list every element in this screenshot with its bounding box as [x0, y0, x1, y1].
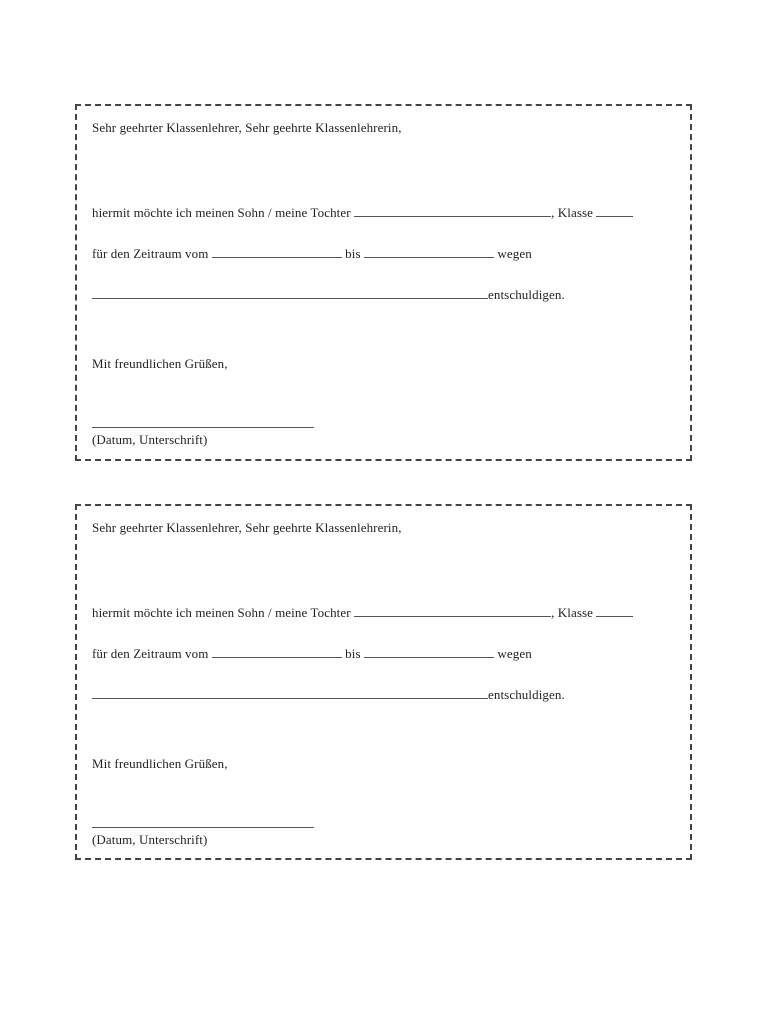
- date-from-blank[interactable]: [212, 646, 342, 658]
- reason-blank[interactable]: [92, 687, 488, 699]
- excuse-slip-1: [75, 104, 692, 461]
- reason-blank[interactable]: [92, 287, 488, 299]
- greeting: Sehr geehrter Klassenlehrer, Sehr geehrte Klassenlehrerin,: [92, 120, 402, 135]
- student-line: [92, 205, 680, 221]
- class-blank[interactable]: [596, 205, 633, 217]
- period-line: [92, 246, 680, 262]
- reason-line: [92, 287, 680, 303]
- period-from-label: für den Zeitraum vom: [92, 246, 209, 261]
- excuse-slip-2: [75, 504, 692, 860]
- reason-label: wegen: [497, 246, 532, 261]
- class-label: , Klasse: [551, 605, 594, 620]
- class-blank[interactable]: [596, 605, 633, 617]
- date-to-blank[interactable]: [364, 646, 494, 658]
- period-line: [92, 646, 680, 662]
- period-to-label: bis: [345, 646, 361, 661]
- student-line-prefix: hiermit möchte ich meinen Sohn / meine Tochter: [92, 205, 351, 220]
- reason-line: [92, 687, 680, 703]
- signature-blank[interactable]: [92, 427, 314, 428]
- student-name-blank[interactable]: [354, 605, 551, 617]
- reason-label: wegen: [497, 646, 532, 661]
- excuse-suffix: entschuldigen.: [488, 687, 565, 702]
- signature-blank[interactable]: [92, 827, 314, 828]
- date-to-blank[interactable]: [364, 246, 494, 258]
- date-from-blank[interactable]: [212, 246, 342, 258]
- period-from-label: für den Zeitraum vom: [92, 646, 209, 661]
- class-label: , Klasse: [551, 205, 594, 220]
- greeting: Sehr geehrter Klassenlehrer, Sehr geehrte Klassenlehrerin,: [92, 520, 402, 535]
- student-line: [92, 605, 680, 621]
- signature-label: (Datum, Unterschrift): [92, 832, 208, 847]
- period-to-label: bis: [345, 246, 361, 261]
- excuse-suffix: entschuldigen.: [488, 287, 565, 302]
- closing: Mit freundlichen Grüßen,: [92, 756, 228, 771]
- student-line-prefix: hiermit möchte ich meinen Sohn / meine Tochter: [92, 605, 351, 620]
- signature-label: (Datum, Unterschrift): [92, 432, 208, 447]
- student-name-blank[interactable]: [354, 205, 551, 217]
- closing: Mit freundlichen Grüßen,: [92, 356, 228, 371]
